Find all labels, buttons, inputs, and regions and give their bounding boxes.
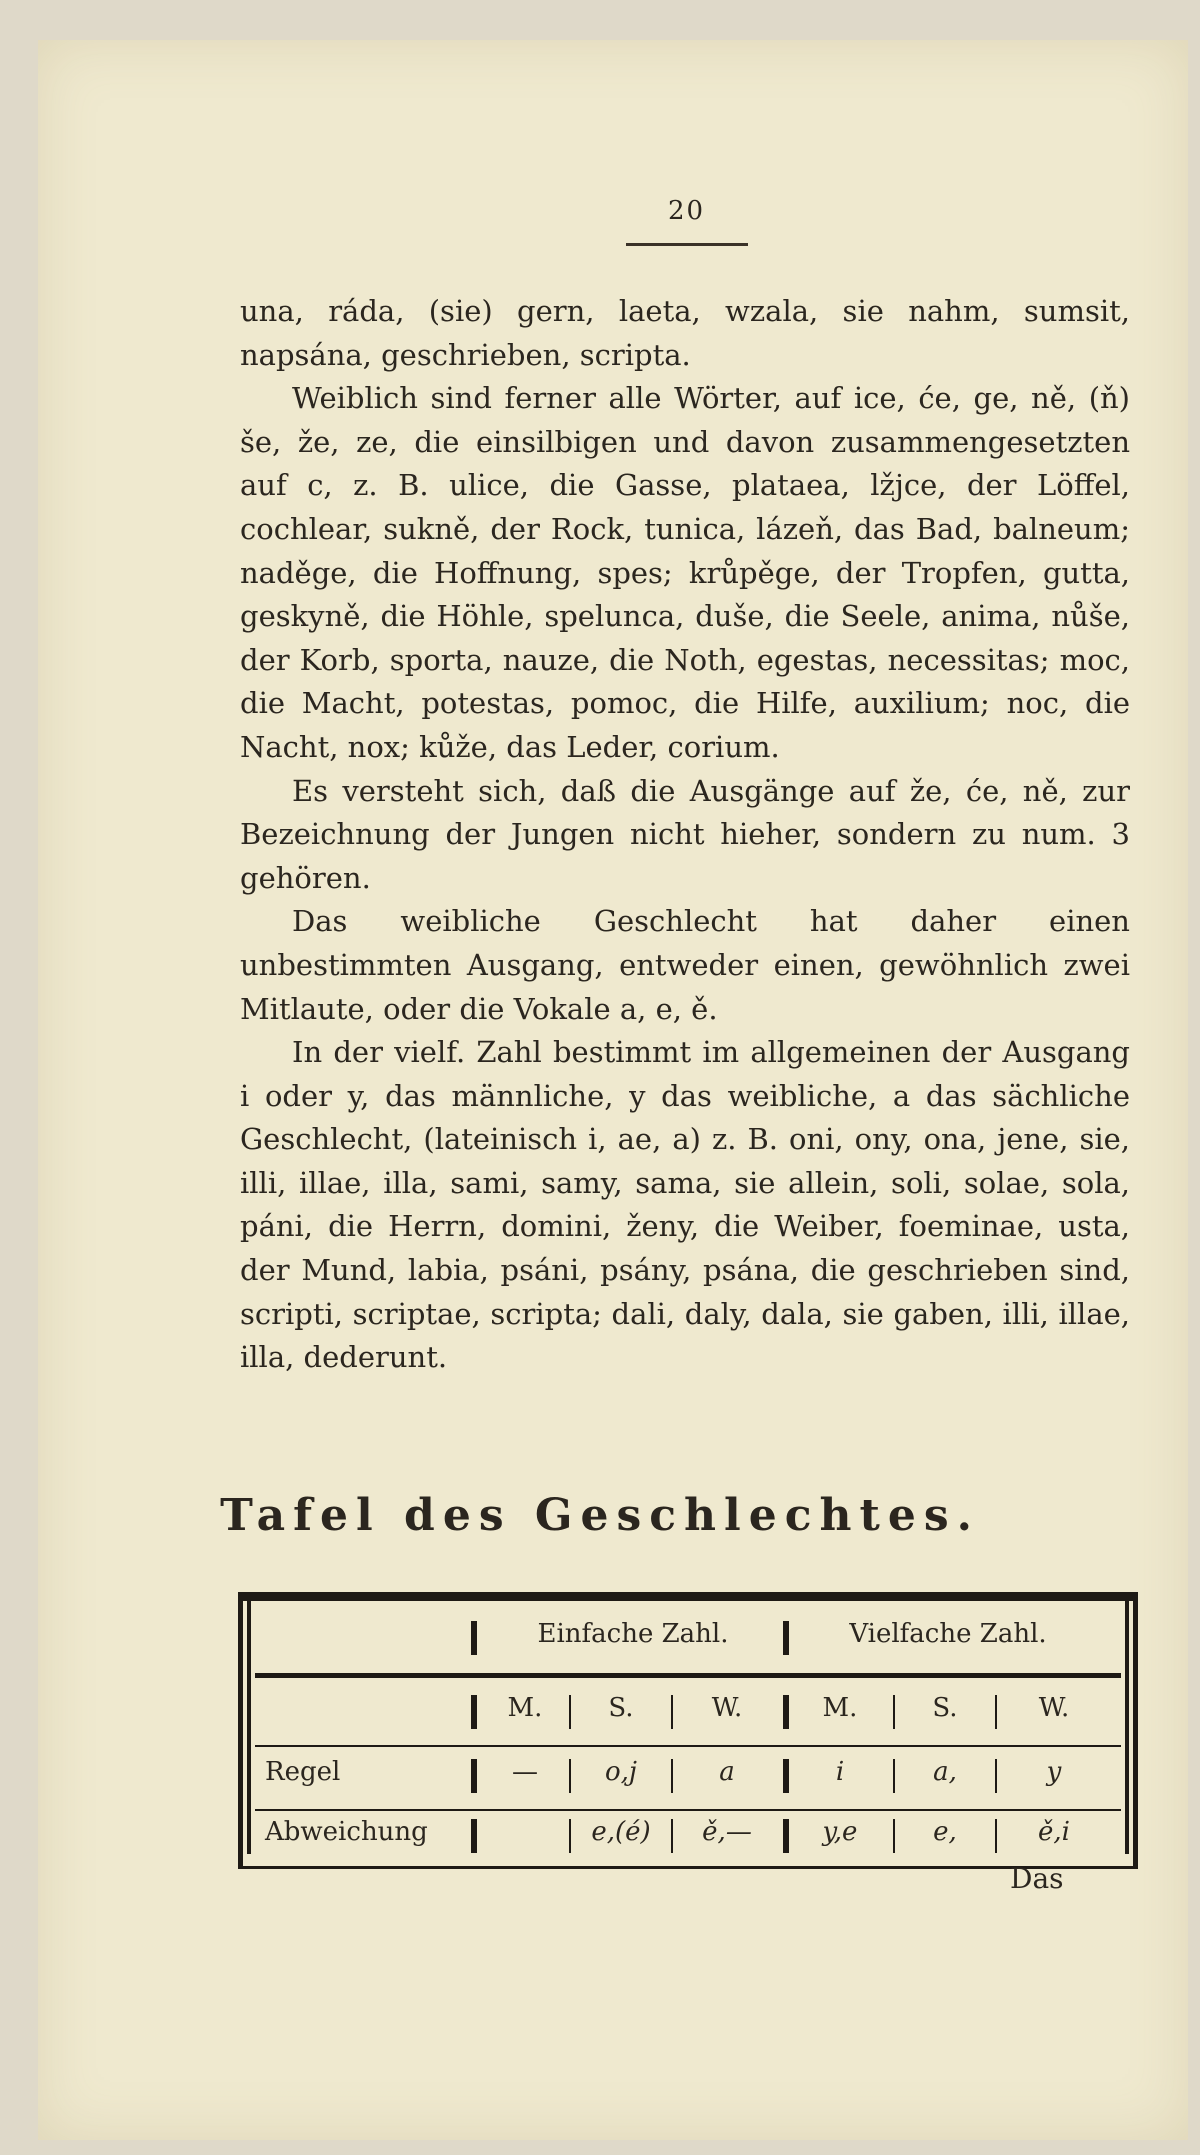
column-divider: [471, 1621, 477, 1655]
column-divider: [471, 1759, 477, 1793]
column-divider: [783, 1621, 789, 1655]
paragraph: Weiblich sind ferner alle Wörter, auf ice, će, ge, ně, (ň) še, že, ze, die einsilbigen und davon zusammengesetzten auf c, z. B. ulice, die Gasse, plataea, lžjce, der Löffel, cochlear, sukně, der Rock, tunica, lázeň, das Bad, balneum; naděge, die Hoffnung, spes; krůpěge, der Tropfen, gutta, geskyně, die Höhle, spelunca, duše, die Seele, anima, nůše, der Korb, sporta, nauze, die Noth, egestas, necessitas; moc, die Macht, potestas, pomoc, die Hilfe, auxilium; noc, die Nacht, nox; kůže, das Leder, corium.: [240, 381, 1130, 764]
table-cell: ě,i: [1038, 1817, 1070, 1847]
group-header-row: [243, 1619, 1133, 1659]
table-row: [243, 1757, 1133, 1797]
column-divider: [671, 1759, 673, 1793]
table-row: [243, 1817, 1133, 1857]
column-divider: [995, 1695, 997, 1729]
paragraph: una, ráda, (sie) gern, laeta, wzala, sie nahm, sumsit, napsána, geschrieben, scripta.: [240, 294, 1130, 372]
column-divider: [995, 1759, 997, 1793]
column-divider: [471, 1695, 477, 1729]
column-divider: [569, 1819, 571, 1853]
paragraph: In der vielf. Zahl bestimmt im allgemeinen der Ausgang i oder y, das männliche, y das weibliche, a das sächliche Geschlecht, (lateinisch i, ae, a) z. B. oni, ony, ona, jene, sie, illi, illae, illa, sami, samy, sama, sie allein, soli, solae, sola, páni, die Herrn, domini, ženy, die Weiber, foeminae, usta, der Mund, labia, psáni, psány, psána, die geschrieben sind, scripti, scriptae, scripta; dali, daly, dala, sie gaben, illi, illae, illa, dederunt.: [240, 1035, 1130, 1375]
table-cell: o,j: [605, 1757, 637, 1787]
page-number: 20: [668, 196, 706, 226]
table-rule: [255, 1809, 1121, 1811]
column-divider: [783, 1759, 789, 1793]
column-divider: [671, 1819, 673, 1853]
table-cell: —: [512, 1757, 538, 1787]
sub-header: W.: [711, 1693, 743, 1723]
sub-header: M.: [822, 1693, 858, 1723]
group-header: Einfache Zahl.: [537, 1619, 729, 1649]
column-divider: [569, 1695, 571, 1729]
table-cell: y: [1046, 1757, 1062, 1787]
paragraph: Es versteht sich, daß die Ausgänge auf že, će, ně, zur Bezeichnung der Jungen nicht hieher, sondern zu num. 3 gehören.: [240, 773, 1130, 895]
table-rule: [255, 1673, 1121, 1678]
table-cell: a,: [933, 1757, 957, 1787]
gender-table: [238, 1592, 1138, 1869]
catchword: Das: [1010, 1862, 1064, 1895]
column-divider: [893, 1759, 895, 1793]
row-label: Abweichung: [265, 1817, 428, 1847]
sub-header: W.: [1038, 1693, 1070, 1723]
column-divider: [783, 1695, 789, 1729]
column-divider: [995, 1819, 997, 1853]
table-cell: y,e: [822, 1817, 858, 1847]
column-divider: [893, 1819, 895, 1853]
table-rule: [255, 1745, 1121, 1747]
paragraph: Das weibliche Geschlecht hat daher einen unbestimmten Ausgang, entweder einen, gewöhnlich zwei Mitlaute, oder die Vokale a, e, ě.: [240, 904, 1130, 1026]
column-divider: [671, 1695, 673, 1729]
sub-header-row: [243, 1693, 1133, 1733]
table-cell: e,(é): [591, 1817, 651, 1847]
table-cell: e,: [933, 1817, 957, 1847]
column-divider: [471, 1819, 477, 1853]
column-divider: [783, 1819, 789, 1853]
sub-header: S.: [932, 1693, 958, 1723]
table-cell: a: [719, 1757, 735, 1787]
body-text: [240, 290, 1130, 1380]
table-cell: ě,—: [702, 1817, 752, 1847]
table-cell: i: [835, 1757, 845, 1787]
table-title: Tafel des Geschlechtes.: [220, 1490, 980, 1541]
sub-header: S.: [608, 1693, 634, 1723]
group-header: Vielfache Zahl.: [849, 1619, 1047, 1649]
column-divider: [569, 1759, 571, 1793]
row-label: Regel: [265, 1757, 341, 1787]
header-rule: [626, 243, 748, 246]
sub-header: M.: [507, 1693, 543, 1723]
column-divider: [893, 1695, 895, 1729]
